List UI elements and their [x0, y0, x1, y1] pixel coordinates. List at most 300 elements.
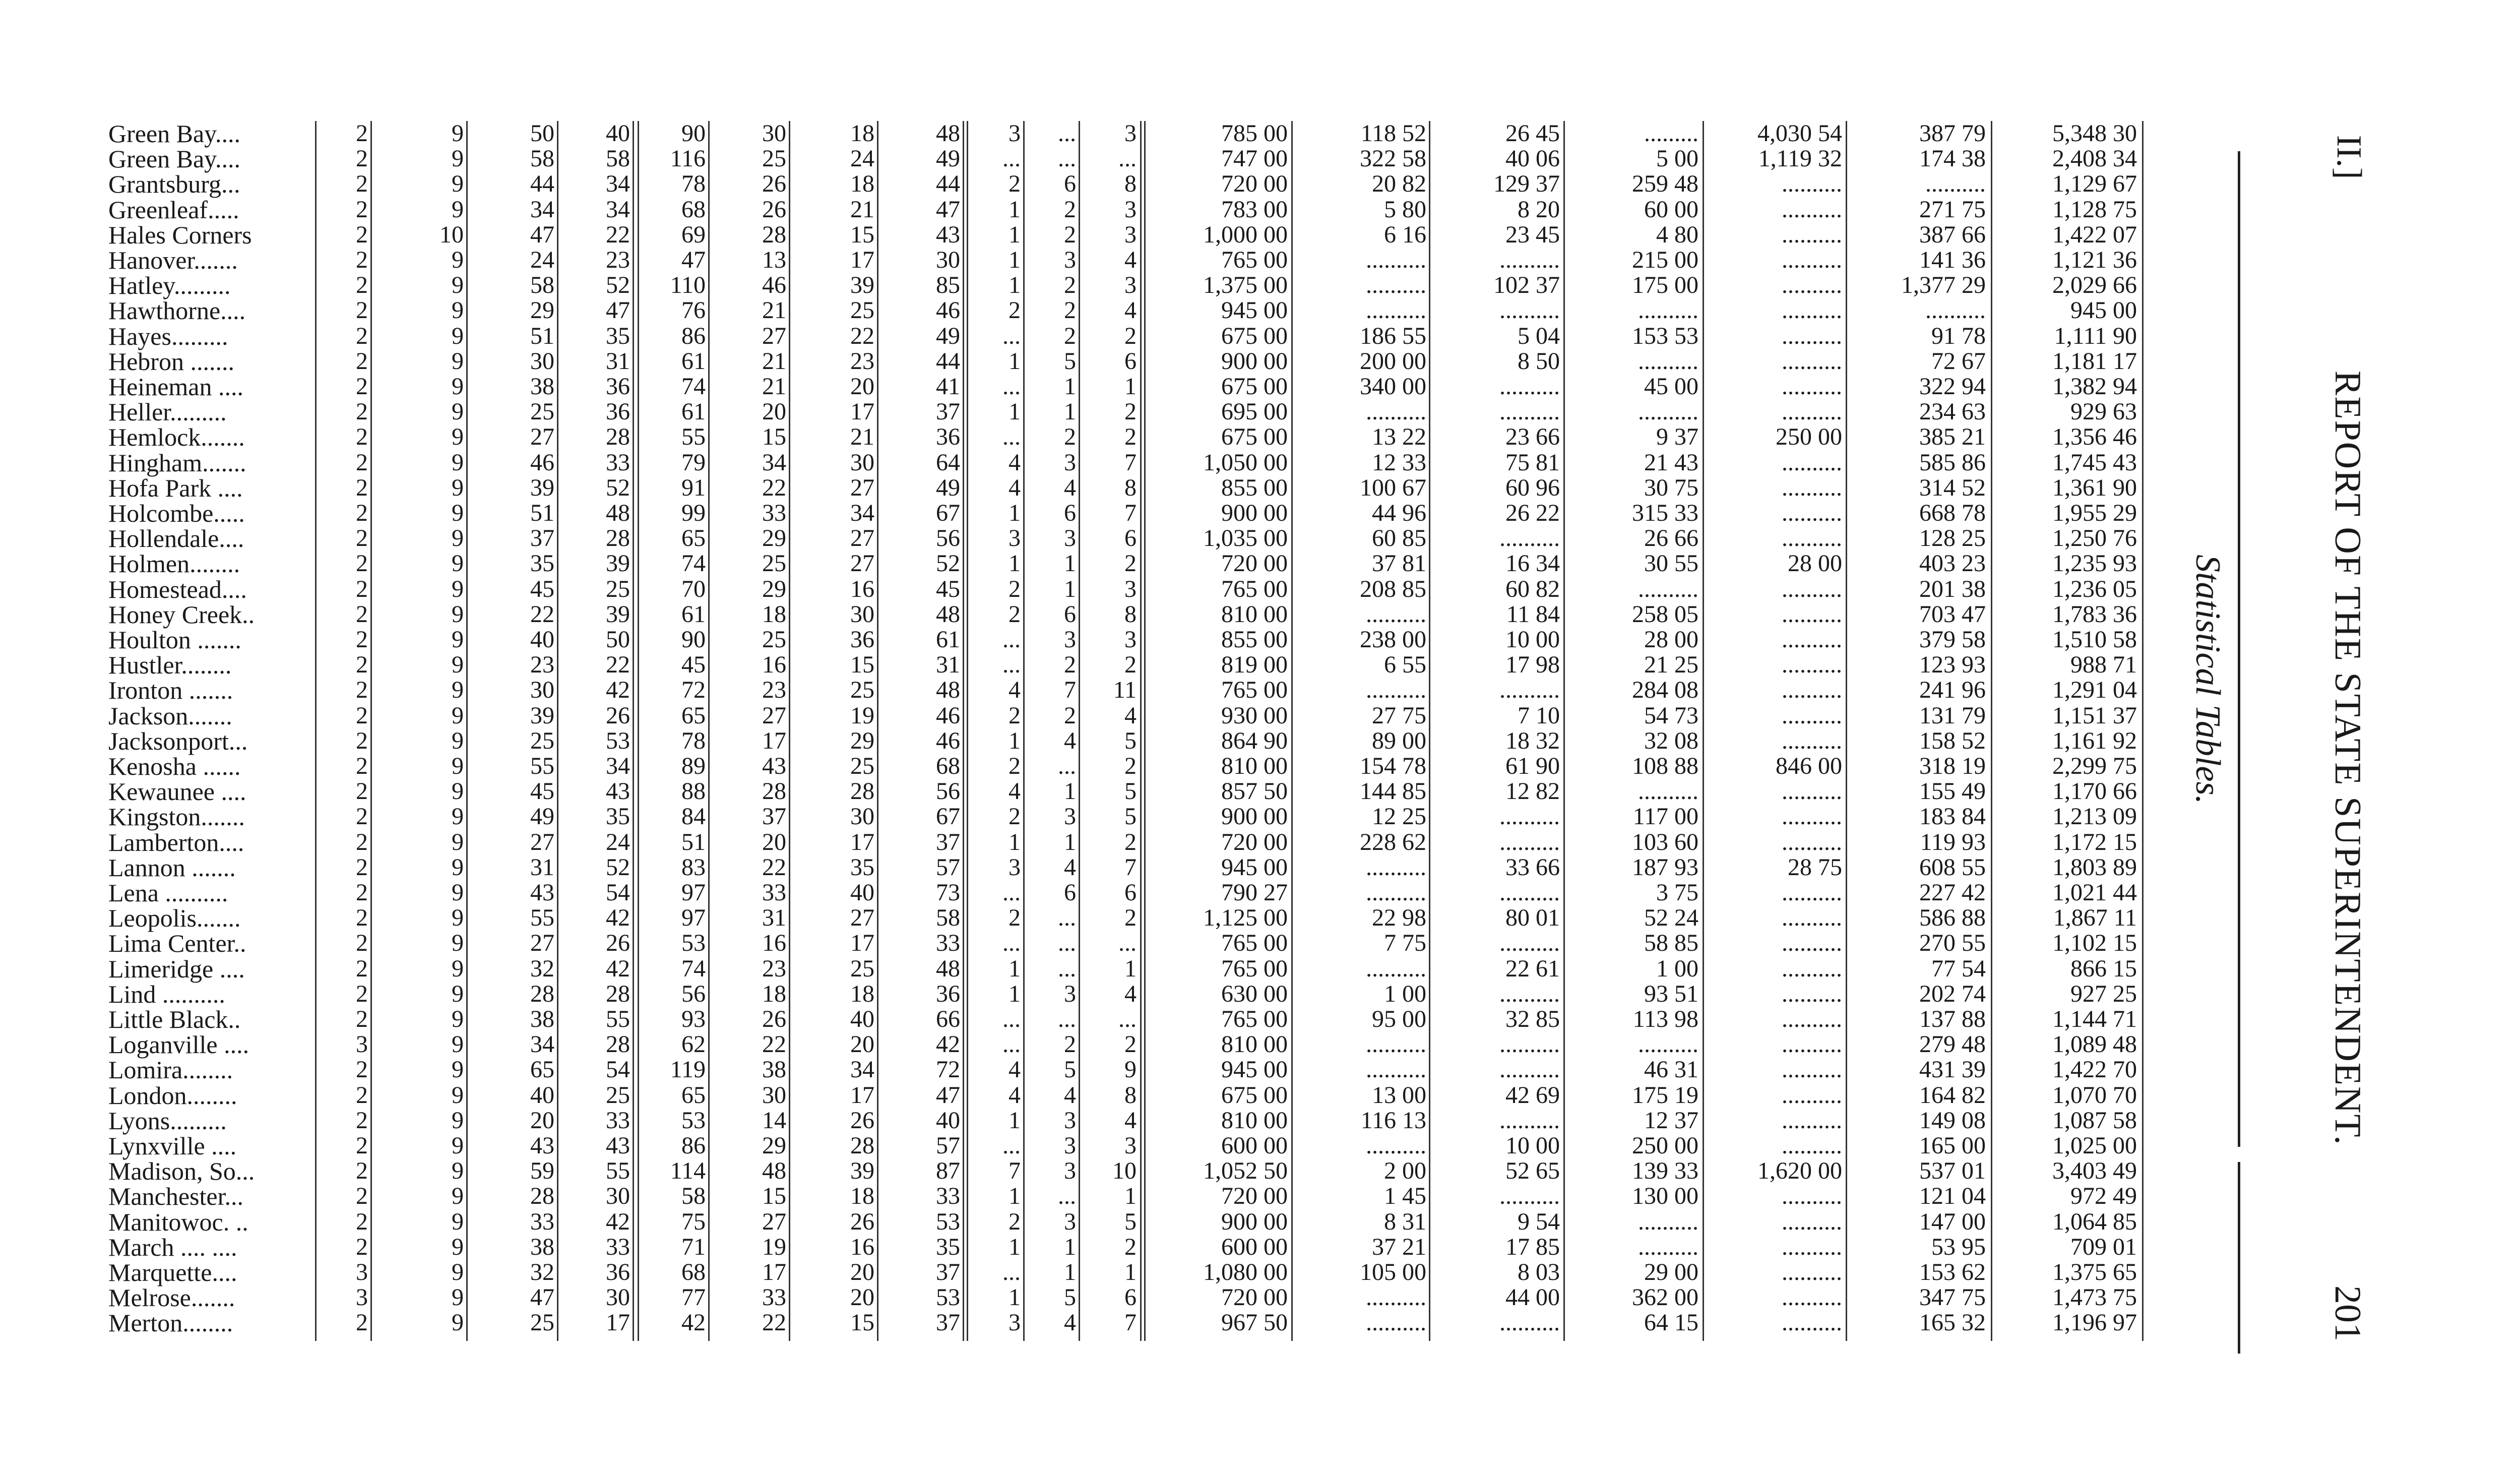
table-cell: 50 — [530, 120, 554, 147]
table-cell: 1,377 29 — [1901, 272, 1986, 299]
table-cell: 47 — [681, 247, 706, 273]
table-cell: 58 85 — [1644, 930, 1698, 957]
table-cell: 47 — [606, 297, 630, 324]
table-cell: 23 — [606, 247, 630, 273]
table-cell: .......... — [1638, 778, 1698, 805]
table-cell: .......... — [1499, 879, 1560, 906]
table-cell: 2 — [1064, 1031, 1076, 1058]
table-cell: .......... — [1782, 297, 1842, 324]
table-cell: .......... — [1499, 1183, 1560, 1210]
table-cell: 4 — [1064, 1081, 1076, 1109]
table-cell: 2 — [356, 626, 368, 653]
table-cell: .......... — [1782, 525, 1842, 552]
table-cell: 2 — [356, 550, 368, 577]
table-cell: 2 — [356, 500, 368, 526]
table-cell: 26 — [762, 1006, 786, 1032]
table-cell: 52 65 — [1505, 1157, 1560, 1185]
table-cell: 91 78 — [1931, 322, 1986, 349]
table-cell: 1,025 00 — [2052, 1132, 2137, 1159]
table-cell: 2 — [356, 423, 368, 451]
table-cell: 720 00 — [1221, 550, 1288, 577]
table-cell: 153 53 — [1632, 322, 1698, 349]
table-cell: 62 — [681, 1031, 706, 1058]
table-cell: 2 — [1124, 753, 1137, 779]
table-cell: 4 — [1009, 778, 1021, 805]
table-cell: 9 — [452, 1056, 464, 1083]
table-cell: 5 — [1124, 778, 1137, 805]
table-cell: 785 00 — [1221, 120, 1288, 147]
table-cell: 90 — [681, 626, 706, 653]
table-cell: 85 — [936, 272, 960, 299]
table-cell: 128 25 — [1919, 525, 1986, 552]
table-cell: 39 — [606, 600, 630, 628]
table-cell: 56 — [681, 980, 706, 1007]
table-cell: .......... — [1782, 626, 1842, 653]
column-rule — [1563, 121, 1565, 1341]
table-cell: 1 — [1009, 272, 1021, 299]
table-cell: 20 — [530, 1107, 554, 1134]
district-name: Lomira........ — [108, 1056, 233, 1084]
table-cell: 1 — [1064, 373, 1076, 400]
table-cell: 75 81 — [1505, 449, 1560, 476]
table-cell: .......... — [1782, 1183, 1842, 1210]
table-cell: 720 00 — [1221, 828, 1288, 855]
table-cell: 27 — [762, 1208, 786, 1235]
table-cell: 1,052 50 — [1203, 1157, 1288, 1185]
table-cell: 43 — [530, 1132, 554, 1159]
table-cell: 30 — [762, 120, 786, 147]
table-cell: .......... — [1499, 297, 1560, 324]
table-cell: 58 — [530, 272, 554, 299]
table-cell: 36 — [606, 1259, 630, 1285]
table-cell: 703 47 — [1919, 600, 1986, 628]
table-cell: 17 — [762, 1259, 786, 1285]
table-cell: ... — [1058, 955, 1076, 982]
table-cell: 28 — [850, 778, 874, 805]
table-cell: ... — [1002, 1259, 1021, 1285]
table-cell: 2 — [356, 1208, 368, 1235]
table-cell: 66 — [936, 1006, 960, 1032]
table-cell: 747 00 — [1221, 145, 1288, 172]
table-cell: 71 — [681, 1233, 706, 1260]
table-cell: 387 66 — [1919, 221, 1986, 248]
table-cell: 187 93 — [1632, 853, 1698, 881]
table-cell: 1 — [1064, 398, 1076, 425]
table-cell: .......... — [1782, 1006, 1842, 1032]
table-cell: 7 75 — [1384, 930, 1426, 957]
table-cell: 34 — [606, 170, 630, 198]
table-cell: 40 — [530, 626, 554, 653]
table-cell: 1,235 93 — [2052, 550, 2137, 577]
table-cell: 9 — [452, 170, 464, 198]
table-cell: 238 00 — [1360, 626, 1426, 653]
district-name: Green Bay.... — [108, 145, 240, 173]
table-cell: 315 33 — [1632, 500, 1698, 526]
table-cell: 9 — [452, 297, 464, 324]
table-cell: 53 — [681, 1107, 706, 1134]
district-name: Kewaunee .... — [108, 777, 246, 806]
table-cell: 2 — [356, 347, 368, 375]
table-cell: 27 — [850, 474, 874, 501]
table-cell: .......... — [1782, 398, 1842, 425]
table-cell: 279 48 — [1919, 1031, 1986, 1058]
table-cell: .......... — [1499, 525, 1560, 552]
table-cell: .......... — [1782, 575, 1842, 602]
table-cell: 43 — [936, 221, 960, 248]
table-cell: 45 — [681, 651, 706, 679]
table-cell: 42 — [936, 1031, 960, 1058]
table-cell: 1 — [1009, 980, 1021, 1007]
table-cell: 52 — [606, 474, 630, 501]
table-cell: 23 — [762, 677, 786, 704]
table-cell: 9 — [452, 1132, 464, 1159]
table-cell: 2 — [356, 373, 368, 400]
table-cell: .......... — [1499, 247, 1560, 273]
table-cell: 46 — [936, 297, 960, 324]
table-cell: .......... — [1638, 1233, 1698, 1260]
district-name: Merton........ — [108, 1309, 233, 1337]
table-cell: .......... — [1782, 702, 1842, 729]
table-cell: 720 00 — [1221, 1284, 1288, 1311]
table-cell: 12 25 — [1372, 803, 1426, 830]
table-cell: .......... — [1782, 373, 1842, 400]
table-cell: ... — [1118, 145, 1137, 172]
table-cell: 13 — [762, 247, 786, 273]
table-cell: 31 — [762, 904, 786, 932]
table-cell: 17 — [606, 1309, 630, 1336]
table-cell: .......... — [1782, 221, 1842, 248]
column-rule — [1023, 121, 1025, 1341]
table-cell: 585 86 — [1919, 449, 1986, 476]
table-cell: .......... — [1366, 853, 1426, 881]
table-cell: 52 — [936, 550, 960, 577]
table-cell: 27 — [850, 904, 874, 932]
table-cell: 2 — [356, 1107, 368, 1134]
column-rule — [1140, 121, 1142, 1341]
table-cell: 1,620 00 — [1757, 1157, 1842, 1185]
table-cell: 47 — [936, 1081, 960, 1109]
table-cell: 43 — [762, 753, 786, 779]
table-cell: 34 — [850, 1056, 874, 1083]
table-cell: 9 — [452, 904, 464, 932]
table-cell: 35 — [606, 322, 630, 349]
table-cell: 119 93 — [1920, 828, 1986, 855]
table-cell: 18 32 — [1505, 727, 1560, 754]
table-cell: 102 37 — [1493, 272, 1560, 299]
district-name: Manitowoc. .. — [108, 1207, 248, 1236]
header-rule-bottom — [2238, 1162, 2240, 1354]
table-cell: 2 — [356, 1309, 368, 1336]
table-cell: 945 00 — [1221, 297, 1288, 324]
table-cell: 9 — [452, 1081, 464, 1109]
table-cell: ... — [1058, 753, 1076, 779]
table-cell: 29 — [530, 297, 554, 324]
table-cell: 4,030 54 — [1757, 120, 1842, 147]
table-cell: 165 00 — [1919, 1132, 1986, 1159]
table-cell: 16 34 — [1505, 550, 1560, 577]
table-cell: 2 — [1124, 651, 1137, 679]
table-cell: 41 — [936, 373, 960, 400]
table-cell: 30 — [936, 247, 960, 273]
table-cell: 3 — [1124, 120, 1137, 147]
district-name: Jacksonport... — [108, 726, 248, 755]
table-cell: 866 15 — [2070, 955, 2137, 982]
table-cell: 9 — [452, 651, 464, 679]
table-cell: .......... — [1782, 677, 1842, 704]
table-cell: 2 — [356, 297, 368, 324]
table-cell: 33 — [936, 1183, 960, 1210]
table-cell: 2 00 — [1384, 1157, 1426, 1185]
table-cell: 21 — [762, 373, 786, 400]
table-cell: 9 — [452, 500, 464, 526]
table-cell: 78 — [681, 170, 706, 198]
table-cell: 38 — [530, 1006, 554, 1032]
table-cell: 23 45 — [1505, 221, 1560, 248]
table-cell: 6 — [1124, 879, 1137, 906]
table-cell: 79 — [681, 449, 706, 476]
table-cell: 9 — [452, 930, 464, 957]
table-cell: 13 22 — [1372, 423, 1426, 451]
table-cell: 241 96 — [1919, 677, 1986, 704]
district-name: Manchester... — [108, 1182, 243, 1211]
district-name: Homestead.... — [108, 575, 247, 603]
table-cell: .......... — [1782, 879, 1842, 906]
table-cell: 5 — [1124, 1208, 1137, 1235]
table-cell: 2,299 75 — [2052, 753, 2137, 779]
table-cell: 64 — [936, 449, 960, 476]
table-cell: 2 — [1064, 322, 1076, 349]
table-cell: 78 — [681, 727, 706, 754]
table-cell: 9 — [452, 853, 464, 881]
table-cell: 37 — [530, 525, 554, 552]
table-cell: 7 10 — [1518, 702, 1560, 729]
table-cell: 1,361 90 — [2052, 474, 2137, 501]
table-cell: 54 — [606, 879, 630, 906]
table-cell: 9 — [1124, 1056, 1137, 1083]
table-cell: 16 — [762, 651, 786, 679]
table-cell: 9 — [452, 626, 464, 653]
table-cell: 89 — [681, 753, 706, 779]
table-cell: 988 71 — [2070, 651, 2137, 679]
table-cell: 1,236 05 — [2052, 575, 2137, 602]
table-cell: 103 60 — [1632, 828, 1698, 855]
column-rule — [1991, 121, 1992, 1341]
table-cell: 4 — [1009, 677, 1021, 704]
table-cell: 1,125 00 — [1203, 904, 1288, 932]
table-cell: 48 — [936, 600, 960, 628]
table-cell: 4 — [1064, 853, 1076, 881]
table-cell: 900 00 — [1221, 500, 1288, 526]
table-cell: 5 — [1064, 1284, 1076, 1311]
table-cell: .......... — [1782, 600, 1842, 628]
table-cell: 43 — [606, 778, 630, 805]
table-cell: 27 — [762, 322, 786, 349]
table-cell: 18 — [850, 1183, 874, 1210]
table-cell: 1,080 00 — [1203, 1259, 1288, 1285]
column-rule — [466, 121, 468, 1341]
table-cell: 89 00 — [1372, 727, 1426, 754]
table-cell: ... — [1002, 651, 1021, 679]
table-cell: 42 — [681, 1309, 706, 1336]
table-cell: 49 — [936, 322, 960, 349]
table-cell: 1 — [1064, 550, 1076, 577]
district-name: Melrose....... — [108, 1283, 235, 1312]
table-cell: 72 — [936, 1056, 960, 1083]
table-cell: 2 — [1009, 600, 1021, 628]
table-cell: 44 — [530, 170, 554, 198]
table-cell: 720 00 — [1221, 1183, 1288, 1210]
table-cell: 271 75 — [1919, 196, 1986, 223]
table-cell: .......... — [1638, 1208, 1698, 1235]
table-cell: 28 — [850, 1132, 874, 1159]
table-cell: .......... — [1782, 904, 1842, 932]
table-cell: 61 90 — [1505, 753, 1560, 779]
table-cell: .......... — [1782, 449, 1842, 476]
table-cell: 9 — [452, 1208, 464, 1235]
table-cell: 99 — [681, 500, 706, 526]
table-cell: 9 — [452, 1284, 464, 1311]
table-cell: .......... — [1782, 1081, 1842, 1109]
district-name: Lyons......... — [108, 1106, 227, 1135]
table-cell: 765 00 — [1221, 575, 1288, 602]
table-cell: 26 — [606, 702, 630, 729]
district-name: Hofa Park .... — [108, 473, 243, 502]
table-cell: 118 52 — [1360, 120, 1426, 147]
table-cell: 34 — [606, 196, 630, 223]
table-cell: .......... — [1782, 1208, 1842, 1235]
table-cell: 68 — [936, 753, 960, 779]
table-cell: 9 — [452, 1107, 464, 1134]
table-cell: 40 — [936, 1107, 960, 1134]
table-cell: .......... — [1782, 1309, 1842, 1336]
table-cell: 1 — [1064, 575, 1076, 602]
table-cell: 56 — [936, 778, 960, 805]
table-cell: 2 — [356, 677, 368, 704]
table-cell: 31 — [606, 347, 630, 375]
table-cell: 600 00 — [1221, 1233, 1288, 1260]
table-cell: .......... — [1366, 1031, 1426, 1058]
table-cell: 2 — [356, 1006, 368, 1032]
table-cell: 23 — [530, 651, 554, 679]
table-cell: 20 — [762, 828, 786, 855]
table-cell: 105 00 — [1360, 1259, 1426, 1285]
table-cell: 164 82 — [1919, 1081, 1986, 1109]
district-name: Honey Creek.. — [108, 600, 255, 629]
table-cell: 51 — [530, 322, 554, 349]
table-cell: ... — [1002, 1132, 1021, 1159]
table-cell: 67 — [936, 803, 960, 830]
table-cell: 12 37 — [1644, 1107, 1698, 1134]
table-cell: 9 — [452, 474, 464, 501]
table-cell: 39 — [850, 1157, 874, 1185]
table-cell: 2 — [356, 980, 368, 1007]
table-cell: 2 — [1009, 702, 1021, 729]
table-cell: 129 37 — [1493, 170, 1560, 198]
column-rule — [2142, 121, 2144, 1341]
district-name: Limeridge .... — [108, 954, 245, 983]
table-cell: 1 — [1009, 727, 1021, 754]
table-cell: 17 98 — [1505, 651, 1560, 679]
table-cell: 25 — [850, 297, 874, 324]
table-cell: 53 — [936, 1284, 960, 1311]
table-cell: 30 — [850, 449, 874, 476]
table-cell: 857 50 — [1221, 778, 1288, 805]
table-cell: 44 — [936, 170, 960, 198]
table-cell: 765 00 — [1221, 930, 1288, 957]
table-cell: 2 — [356, 803, 368, 830]
table-cell: 65 — [681, 702, 706, 729]
table-cell: 33 — [606, 1233, 630, 1260]
table-cell: 900 00 — [1221, 347, 1288, 375]
table-cell: 155 49 — [1919, 778, 1986, 805]
table-cell: 42 — [606, 955, 630, 982]
table-cell: 1 — [1009, 221, 1021, 248]
table-cell: 35 — [530, 550, 554, 577]
table-cell: 600 00 — [1221, 1132, 1288, 1159]
table-cell: 2 — [356, 1157, 368, 1185]
table-cell: .......... — [1925, 297, 1986, 324]
table-cell: 27 — [530, 423, 554, 451]
table-cell: 4 — [1124, 1107, 1137, 1134]
table-cell: .......... — [1499, 1309, 1560, 1336]
table-cell: 36 — [936, 980, 960, 1007]
table-cell: 10 — [1112, 1157, 1137, 1185]
table-cell: 26 — [850, 1208, 874, 1235]
table-cell: 18 — [850, 170, 874, 198]
table-cell: 318 19 — [1919, 753, 1986, 779]
table-cell: 31 — [936, 651, 960, 679]
table-cell: 1,151 37 — [2052, 702, 2137, 729]
table-cell: 42 69 — [1505, 1081, 1560, 1109]
district-name: Lamberton.... — [108, 828, 244, 856]
district-name: Lynxville .... — [108, 1132, 237, 1160]
table-cell: 17 85 — [1505, 1233, 1560, 1260]
table-cell: 22 98 — [1372, 904, 1426, 932]
table-cell: .......... — [1782, 1107, 1842, 1134]
table-cell: 12 33 — [1372, 449, 1426, 476]
table-cell: 44 — [936, 347, 960, 375]
table-cell: 30 — [530, 677, 554, 704]
table-cell: 21 — [762, 347, 786, 375]
table-cell: 93 — [681, 1006, 706, 1032]
table-cell: 810 00 — [1221, 600, 1288, 628]
table-cell: 76 — [681, 297, 706, 324]
table-cell: 1,170 66 — [2052, 778, 2137, 805]
table-cell: 864 90 — [1221, 727, 1288, 754]
table-cell: 9 — [452, 727, 464, 754]
table-cell: 25 — [530, 727, 554, 754]
table-cell: 8 31 — [1384, 1208, 1426, 1235]
table-cell: 25 — [530, 1309, 554, 1336]
table-cell: .......... — [1499, 373, 1560, 400]
table-cell: 34 — [850, 500, 874, 526]
table-cell: 32 08 — [1644, 727, 1698, 754]
table-cell: 68 — [681, 1259, 706, 1285]
table-cell: 6 16 — [1384, 221, 1426, 248]
table-cell: 1 — [1009, 398, 1021, 425]
table-cell: 110 — [670, 272, 706, 299]
table-cell: 144 85 — [1360, 778, 1426, 805]
table-cell: 37 — [936, 1259, 960, 1285]
table-cell: 4 — [1009, 1056, 1021, 1083]
table-cell: 1 — [1009, 500, 1021, 526]
table-cell: 4 — [1009, 1081, 1021, 1109]
column-rule — [1144, 121, 1146, 1341]
table-cell: 1,102 15 — [2052, 930, 2137, 957]
table-cell: 60 96 — [1505, 474, 1560, 501]
table-cell: 3 — [356, 1259, 368, 1285]
table-cell: 2 — [1124, 1031, 1137, 1058]
